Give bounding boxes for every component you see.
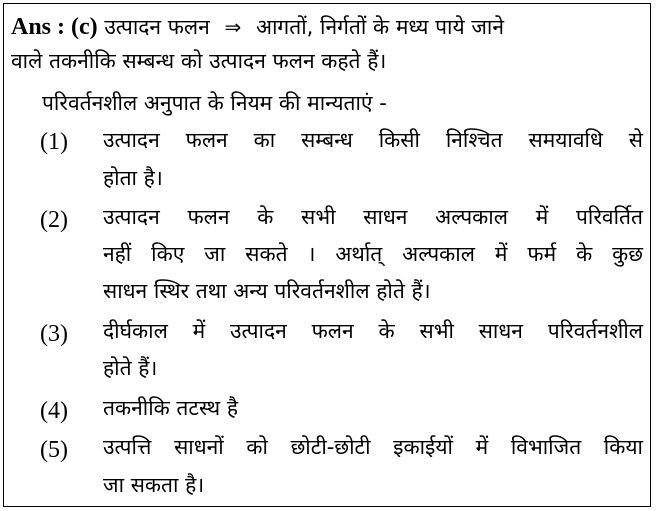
list-item-line: उत्पत्ति साधनों को छोटी-छोटी इकाईयों में विभाजित किया bbox=[103, 435, 643, 459]
assumptions-heading: परिवर्तनशील अनुपात के नियम की मान्यताएं - bbox=[42, 91, 387, 115]
answer-label: Ans : (c) bbox=[11, 14, 98, 40]
list-item-3 bbox=[103, 318, 643, 344]
list-item-line: होते हैं। bbox=[103, 356, 158, 380]
list-item-line: जा सकता है। bbox=[103, 473, 205, 497]
item-number: (2) bbox=[40, 207, 68, 233]
list-item-line: उत्पादन फलन के सभी साधन अल्पकाल में परिवर्तित bbox=[103, 205, 643, 229]
list-item-line: होता है। bbox=[103, 166, 163, 190]
list-item-line: नहीं किए जा सकते । अर्थात् अल्पकाल में फर्म के कुछ bbox=[103, 242, 643, 266]
list-item-3-cont bbox=[103, 355, 157, 381]
list-item-1-cont bbox=[103, 165, 163, 191]
list-item-5 bbox=[103, 434, 643, 460]
implies-arrow-icon: ⇒ bbox=[224, 15, 242, 39]
list-item-line: तकनीकि तटस्थ है bbox=[103, 396, 238, 420]
list-item-2-cont bbox=[103, 278, 431, 304]
item-number: (4) bbox=[40, 398, 68, 424]
answer-line-1 bbox=[11, 14, 645, 40]
item-number: (3) bbox=[40, 321, 68, 347]
list-item-5-cont bbox=[103, 472, 204, 498]
item-number: (1) bbox=[40, 129, 68, 155]
list-item-line: दीर्घकाल में उत्पादन फलन के सभी साधन परिवर्तनशील bbox=[103, 319, 643, 343]
answer-line-2 bbox=[11, 48, 386, 74]
answer-definition-part1: आगतों, निर्गतों के मध्य पाये जाने bbox=[255, 15, 505, 39]
answer-term: उत्पादन फलन bbox=[104, 15, 210, 39]
list-item-line: उत्पादन फलन का सम्बन्ध किसी निश्चित समयावधि से bbox=[103, 128, 643, 152]
answer-definition-part2: वाले तकनीकि सम्बन्ध को उत्पादन फलन कहते हैं। bbox=[11, 49, 387, 73]
list-item-4 bbox=[103, 395, 238, 421]
list-item-2-cont bbox=[103, 241, 643, 267]
list-item-line: साधन स्थिर तथा अन्य परिवर्तनशील होते हैं। bbox=[103, 279, 431, 303]
list-item-1 bbox=[103, 127, 643, 153]
list-item-2 bbox=[103, 204, 643, 230]
item-number: (5) bbox=[40, 437, 68, 463]
